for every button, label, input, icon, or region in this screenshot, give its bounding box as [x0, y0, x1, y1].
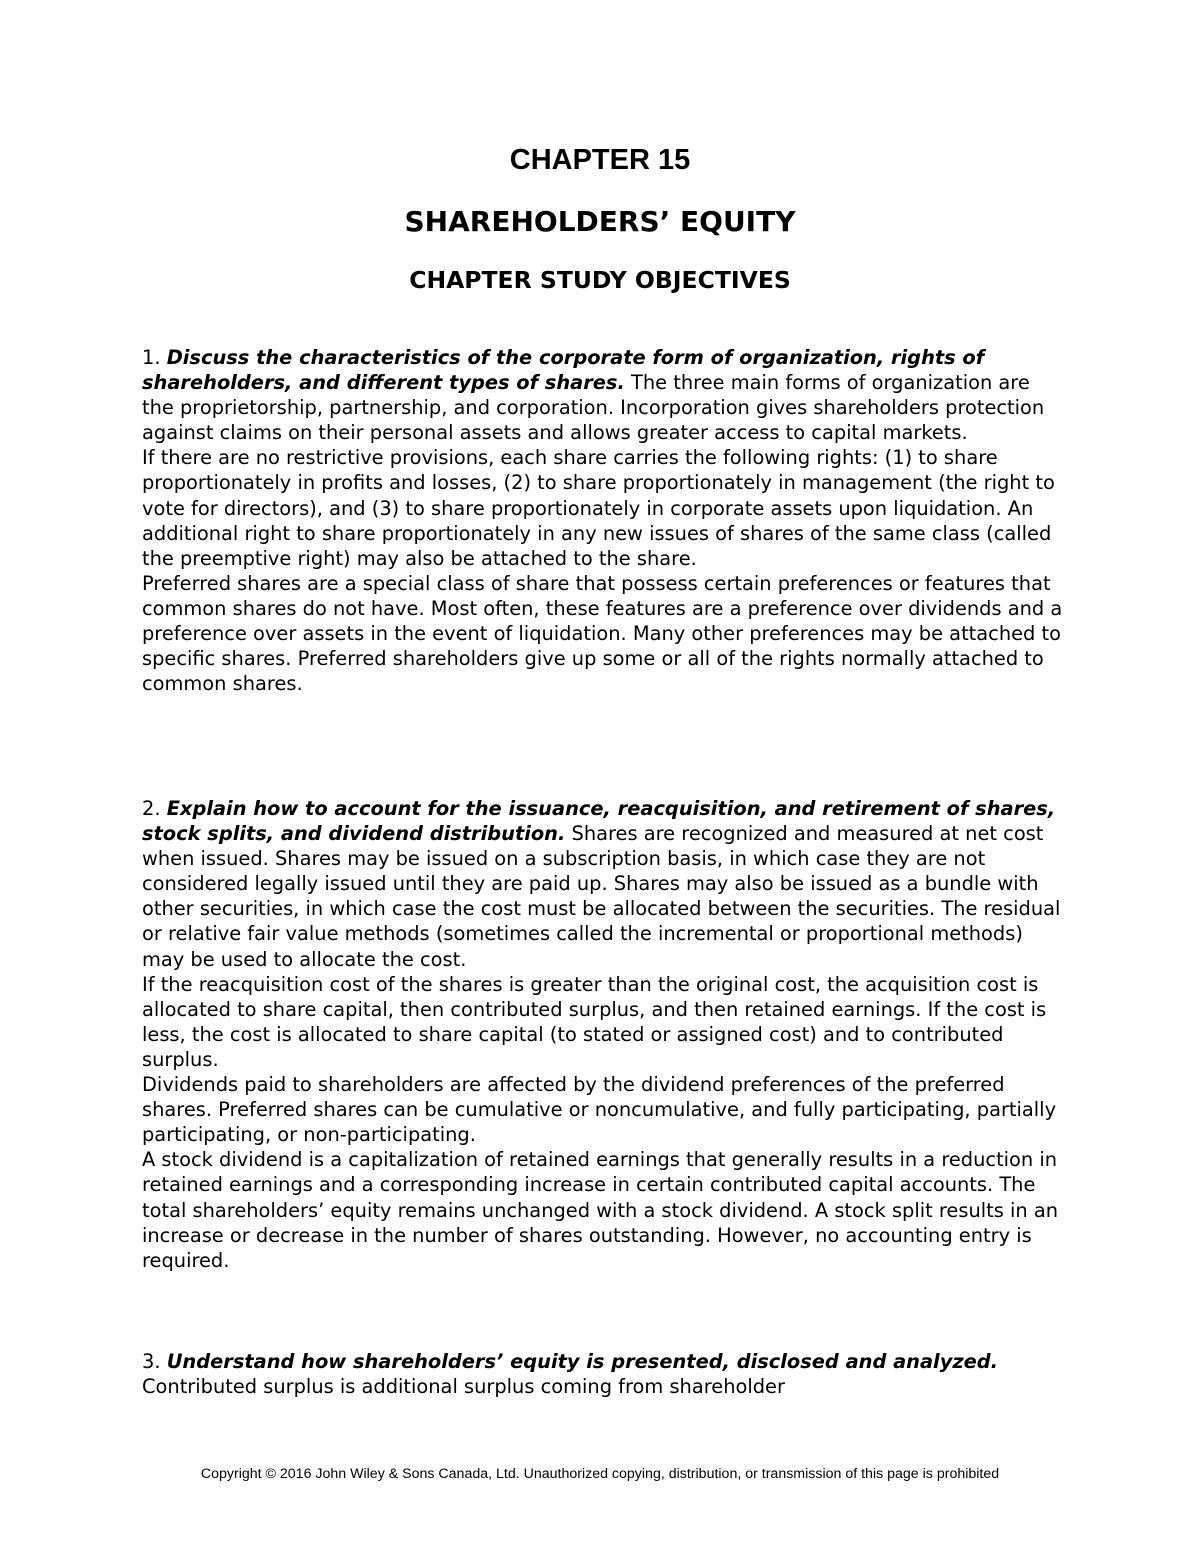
copyright-footer: Copyright © 2016 John Wiley & Sons Canada, Ltd. Unauthorized copying, distribution, or transmission of this page is prohibited — [200, 1466, 1000, 1482]
objective-2-paragraph-2: If the reacquisition cost of the shares is greater than the original cost, the acquisition cost is allocated to share capital, then contributed surplus, and then retained earnings. If the cost is less, the cost is allocated to share capital (to stated or assigned cost) and to contributed surplus. — [142, 972, 1047, 1071]
chapter-title: SHAREHOLDERS’ EQUITY — [404, 205, 796, 238]
objective-1-title: Discuss the characteristics of the corporate form of organization, rights of shareholders, and different types of shares. — [142, 346, 985, 395]
objective-2-number: 2. — [142, 797, 161, 820]
objective-1-paragraph-1 — [142, 345, 1067, 445]
objective-1 — [142, 345, 1067, 696]
chapter-number: CHAPTER 15 — [509, 144, 691, 176]
objective-2-title: Explain how to account for the issuance, reacquisition, and retirement of shares, stock splits, and dividend distribution. — [142, 797, 1056, 846]
objective-1-paragraph-3: Preferred shares are a special class of share that possess certain preferences or features that common shares do not have. Most often, these features are a preference over dividends and a preference over assets in the event of liquidation. Many other preferences may be attached to specific shares. Preferred shareholders give up some or all of the rights normally attached to common shares. — [142, 571, 1063, 696]
objective-3-paragraph-1 — [142, 1349, 1067, 1399]
objective-2-paragraph-4: A stock dividend is a capitalization of retained earnings that generally results in a reduction in retained earnings and a corresponding increase in certain contributed capital accounts. The total shareholders’ equity remains unchanged with a stock dividend. A stock split results in an increase or decrease in the number of shares outstanding. However, no accounting entry is required. — [142, 1148, 1059, 1272]
objective-2-text: Shares are recognized and measured at net cost when issued. Shares may be issued on a subscription basis, in which case they are not considered legally issued until they are paid up. Shares may also be issued as a bundle with other securities, in which case the cost must be allocated between the securities. The residual or relative fair value methods (sometimes called the incremental or proportional methods) may be used to allocate the cost. — [142, 822, 1061, 971]
objective-1-paragraph-2: If there are no restrictive provisions, each share carries the following rights: (1) to share proportionately in profits and losses, (2) to share proportionately in management (the right to vote for directors), and (3) to share proportionately in corporate assets upon liquidation. An additional right to share proportionately in any new issues of shares of the same class (called the preemptive right) may also be attached to the share. — [142, 446, 1055, 570]
objective-2-paragraph-1 — [142, 796, 1067, 972]
objective-3-title: Understand how shareholders’ equity is presented, disclosed and analyzed. — [166, 1350, 999, 1373]
objective-1-text: The three main forms of organization are the proprietorship, partnership, and corporation. Incorporation gives shareholders protection against claims on their personal assets and allows greater access to capital markets. — [142, 371, 1045, 445]
section-heading: CHAPTER STUDY OBJECTIVES — [409, 266, 791, 294]
objective-3-text: Contributed surplus is additional surplus coming from shareholder — [142, 1375, 785, 1399]
objective-2-paragraph-3: Dividends paid to shareholders are affected by the dividend preferences of the preferred shares. Preferred shares can be cumulative or noncumulative, and fully participating, partially participating, or non-participating. — [142, 1073, 1057, 1147]
objective-3 — [142, 1349, 1067, 1399]
objective-2 — [142, 796, 1067, 1273]
objective-3-number: 3. — [142, 1350, 161, 1373]
objective-1-number: 1. — [142, 346, 161, 369]
